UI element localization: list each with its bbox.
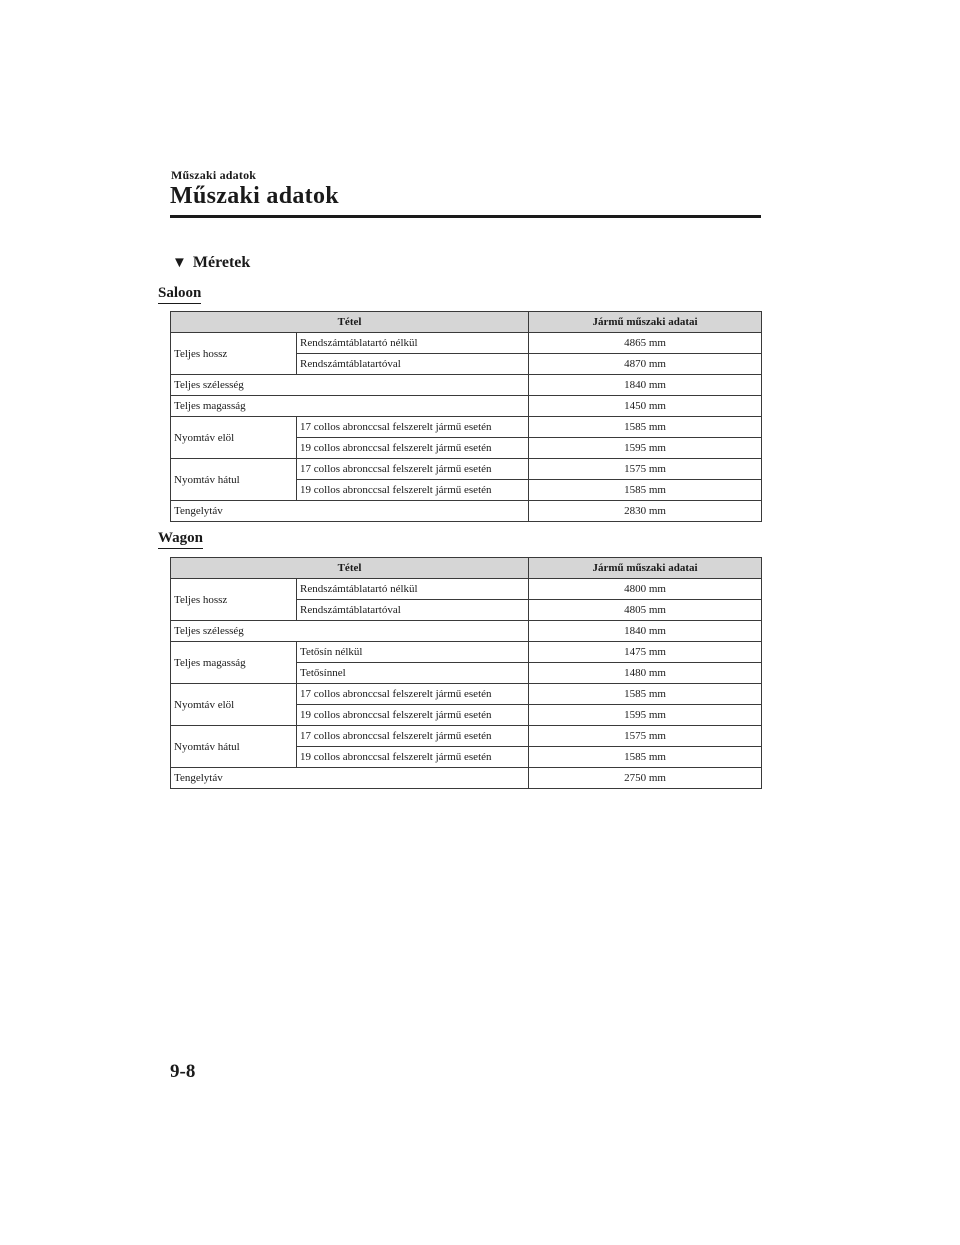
row-label-length: Teljes hossz xyxy=(171,333,297,375)
column-header-item: Tétel xyxy=(171,558,529,579)
sub-label: Rendszámtáblatartóval xyxy=(297,354,529,375)
table-row xyxy=(171,621,762,642)
spec-value: 1450 mm xyxy=(529,396,762,417)
spec-value: 1585 mm xyxy=(529,684,762,705)
sub-label: Tetősín nélkül xyxy=(297,642,529,663)
saloon-label-text: Saloon xyxy=(158,285,202,301)
row-label-wheelbase: Tengelytáv xyxy=(171,501,529,522)
sub-label: 17 collos abronccsal felszerelt jármű esetén xyxy=(297,726,529,747)
sub-label: 19 collos abronccsal felszerelt jármű esetén xyxy=(297,438,529,459)
sub-label: Rendszámtáblatartóval xyxy=(297,600,529,621)
sub-label: Rendszámtáblatartó nélkül xyxy=(297,333,529,354)
table-header-row xyxy=(171,312,762,333)
spec-value: 2830 mm xyxy=(529,501,762,522)
spec-value: 1595 mm xyxy=(529,705,762,726)
table-header-row xyxy=(171,558,762,579)
column-header-spec: Jármű műszaki adatai xyxy=(529,558,762,579)
spec-value: 1585 mm xyxy=(529,480,762,501)
table-row xyxy=(171,684,762,705)
spec-value: 2750 mm xyxy=(529,768,762,789)
page-number: 9-8 xyxy=(170,1061,196,1082)
saloon-label xyxy=(158,285,201,304)
table-row xyxy=(171,642,762,663)
row-label-height: Teljes magasság xyxy=(171,396,529,417)
table-row xyxy=(171,768,762,789)
saloon-spec-table xyxy=(170,311,762,522)
spec-value: 1475 mm xyxy=(529,642,762,663)
table-row xyxy=(171,333,762,354)
section-heading xyxy=(172,254,250,272)
spec-value: 4870 mm xyxy=(529,354,762,375)
row-label-width: Teljes szélesség xyxy=(171,621,529,642)
wagon-label-text: Wagon xyxy=(158,530,204,546)
spec-value: 1575 mm xyxy=(529,459,762,480)
table-row xyxy=(171,579,762,600)
page-title: Műszaki adatok xyxy=(170,183,339,209)
table-row xyxy=(171,501,762,522)
spec-value: 4865 mm xyxy=(529,333,762,354)
spec-value: 1480 mm xyxy=(529,663,762,684)
row-label-rear-track: Nyomtáv hátul xyxy=(171,726,297,768)
table-row xyxy=(171,726,762,747)
spec-value: 1585 mm xyxy=(529,417,762,438)
spec-value: 1585 mm xyxy=(529,747,762,768)
saloon-label-underline xyxy=(158,303,201,304)
sub-label: 17 collos abronccsal felszerelt jármű esetén xyxy=(297,459,529,480)
row-label-front-track: Nyomtáv elöl xyxy=(171,684,297,726)
sub-label: 19 collos abronccsal felszerelt jármű esetén xyxy=(297,705,529,726)
row-label-height: Teljes magasság xyxy=(171,642,297,684)
table-row xyxy=(171,396,762,417)
table-row xyxy=(171,375,762,396)
spec-value: 1595 mm xyxy=(529,438,762,459)
wagon-label-underline xyxy=(158,548,203,549)
row-label-length: Teljes hossz xyxy=(171,579,297,621)
column-header-spec: Jármű műszaki adatai xyxy=(529,312,762,333)
row-label-width: Teljes szélesség xyxy=(171,375,529,396)
section-heading-text: Méretek xyxy=(192,254,251,271)
row-label-wheelbase: Tengelytáv xyxy=(171,768,529,789)
spec-value: 1840 mm xyxy=(529,375,762,396)
sub-label: 17 collos abronccsal felszerelt jármű esetén xyxy=(297,417,529,438)
spec-value: 1575 mm xyxy=(529,726,762,747)
spec-value: 4800 mm xyxy=(529,579,762,600)
row-label-rear-track: Nyomtáv hátul xyxy=(171,459,297,501)
spec-value: 4805 mm xyxy=(529,600,762,621)
sub-label: 19 collos abronccsal felszerelt jármű esetén xyxy=(297,747,529,768)
sub-label: Tetősínnel xyxy=(297,663,529,684)
triangle-marker-icon: ▼ xyxy=(172,255,187,271)
running-head: Műszaki adatok xyxy=(171,168,257,182)
sub-label: 19 collos abronccsal felszerelt jármű esetén xyxy=(297,480,529,501)
table-row xyxy=(171,459,762,480)
row-label-front-track: Nyomtáv elöl xyxy=(171,417,297,459)
spec-value: 1840 mm xyxy=(529,621,762,642)
sub-label: Rendszámtáblatartó nélkül xyxy=(297,579,529,600)
sub-label: 17 collos abronccsal felszerelt jármű esetén xyxy=(297,684,529,705)
title-divider xyxy=(170,215,761,218)
wagon-label xyxy=(158,530,203,549)
wagon-spec-table xyxy=(170,557,762,789)
table-row xyxy=(171,417,762,438)
column-header-item: Tétel xyxy=(171,312,529,333)
